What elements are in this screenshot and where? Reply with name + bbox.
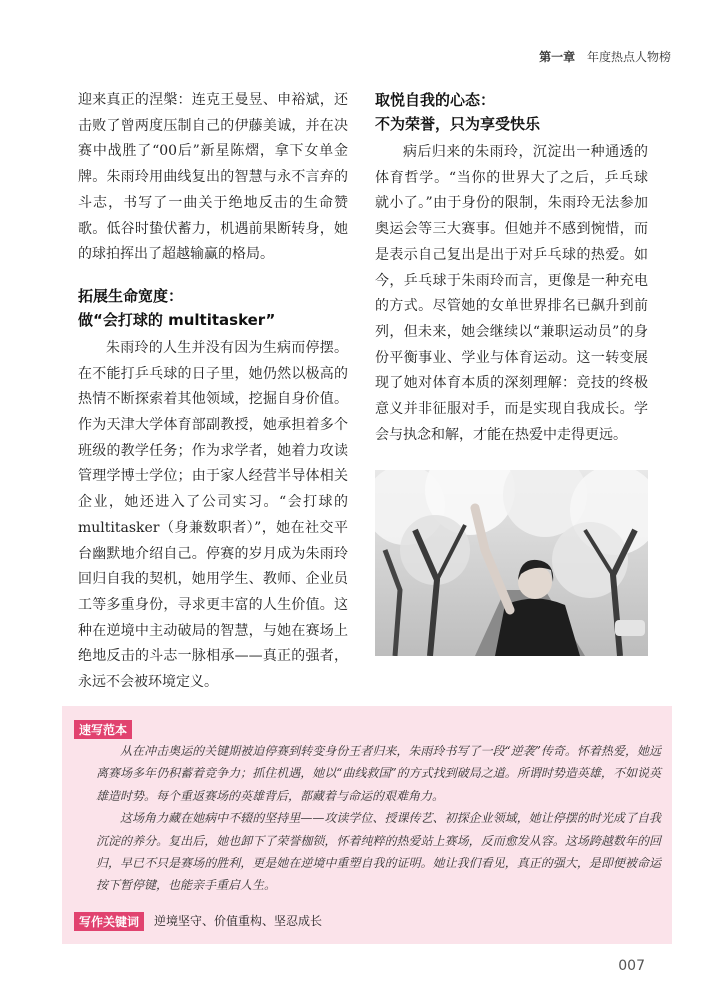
- athlete-photo: [375, 470, 648, 656]
- keywords-label: 写作关键词: [74, 912, 144, 931]
- section-label: 年度热点人物榜: [586, 50, 671, 64]
- sample-paragraph-2: 这场角力藏在她病中不辍的坚持里——攻读学位、授课传艺、初探企业领域，她让停摆的时光成了自我沉淀的养分。复出后，她也卸下了荣誉枷锁，怀着纯粹的热爱站上赛场，反而愈发从容。这场跨越数年的回归，早已不只是赛场的胜利，更是她在逆境中重塑自我的证明。她让我们看见，真正的强大，是即便被命运按下暂停键，也能亲手重启人生。: [96, 811, 661, 893]
- sample-label: 速写范本: [74, 720, 132, 739]
- section-heading-life-width: [78, 284, 348, 332]
- left-column: [78, 88, 348, 696]
- chapter-label: 第一章: [539, 50, 576, 64]
- intro-paragraph: 迎来真正的涅槃：连克王曼昱、申裕斌，还击败了曾两度压制自己的伊藤美诚，并在决赛中战胜了“00后”新星陈熠，拿下女单金牌。朱雨玲用曲线复出的智慧与永不言弃的斗志，书写了一曲关于绝地反击的生命赞歌。低谷时蛰伏蓄力，机遇前果断转身，她的球拍挥出了超越输赢的格局。: [78, 92, 348, 263]
- body-paragraph: 朱雨玲的人生并没有因为生病而停摆。在不能打乒乓球的日子里，她仍然以极高的热情不断探索着其他领域，挖掘自身价值。作为天津大学体育部副教授，她承担着多个班级的教学任务；作为求学者，她着力攻读管理学博士学位；由于家人经营半导体相关企业，她还进入了公司实习。“会打球的 multitasker（身兼数职者）”，她在社交平台幽默地介绍自己。停赛的岁月成为朱雨玲回归自我的契机，她用学生、教师、企业员工等多重身份，寻求更丰富的人生价值。这种在逆境中主动破局的智慧，与她在赛场上绝地反击的斗志一脉相承——真正的强者，永远不会被环境定义。: [78, 339, 348, 691]
- sample-paragraph-1: 从在冲击奥运的关键期被迫停赛到转变身份王者归来，朱雨玲书写了一段“逆袭”传奇。怀着热爱，她远离赛场多年仍积蓄着竞争力；抓住机遇，她以“曲线救国”的方式找到破局之道。所谓时势造英雄，不如说英雄造时势。每个重返赛场的英雄背后，都藏着与命运的艰难角力。: [96, 744, 661, 803]
- photo-illustration: [375, 470, 648, 656]
- page-number: 007: [618, 958, 645, 974]
- right-column: [375, 88, 648, 448]
- heading-line-1: 取悦自我的心态：: [375, 91, 496, 109]
- running-header: [539, 48, 671, 65]
- heading-line-1: 拓展生命宽度：: [78, 286, 184, 305]
- section-heading-self-pleasing: [375, 88, 648, 136]
- body-paragraph: 病后归来的朱雨玲，沉淀出一种通透的体育哲学。“当你的世界大了之后，乒乓球就小了。”由于身份的限制，朱雨玲无法参加奥运会等三大赛事。但她并不感到惋惜，而是表示自己复出是出于对乒乓球的热爱。如今，乒乓球于朱雨玲而言，更像是一种充电的方式。尽管她的女单世界排名已飙升到前列，但未来，她会继续以“兼职运动员”的身份平衡事业、学业与体育运动。这一转变展现了她对体育本质的深刻理解：竞技的终极意义并非征服对手，而是实现自我成长。学会与执念和解，才能在热爱中走得更远。: [375, 144, 648, 443]
- sample-text: [96, 740, 661, 897]
- heading-line-2: 不为荣誉，只为享受快乐: [375, 115, 541, 133]
- heading-line-2: 做“会打球的 multitasker”: [78, 310, 276, 329]
- keywords-text: 逆境坚守、价值重构、坚忍成长: [154, 914, 323, 928]
